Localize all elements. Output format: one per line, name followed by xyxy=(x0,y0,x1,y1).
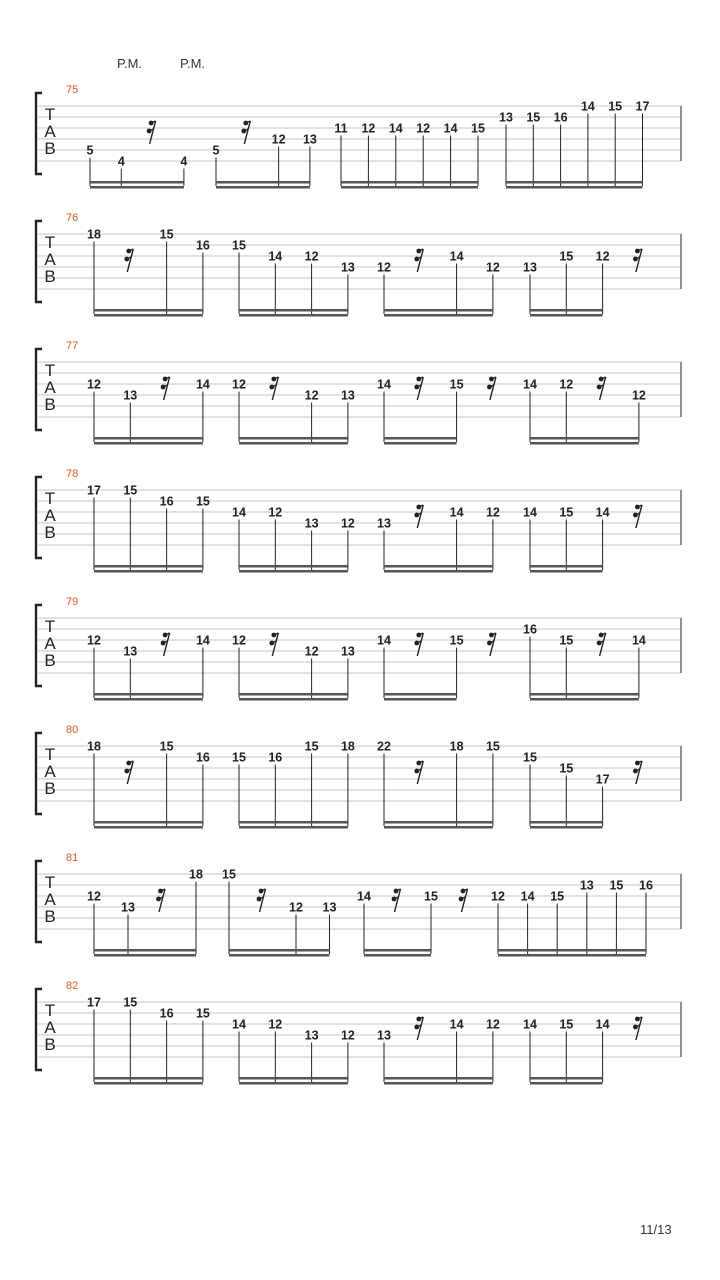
fret-number: 14 xyxy=(631,633,646,648)
fret-number: 16 xyxy=(195,750,210,765)
beam xyxy=(94,437,203,440)
tab-clef-letter: B xyxy=(44,1035,56,1054)
fret-number: 14 xyxy=(449,505,464,520)
fret-number: 14 xyxy=(195,633,210,648)
fret-number: 15 xyxy=(559,633,574,648)
beam xyxy=(239,1082,348,1085)
fret-number: 12 xyxy=(361,121,376,136)
tab-clef-letter: T xyxy=(44,873,56,892)
fret-number: 16 xyxy=(195,238,210,253)
fret-number: 4 xyxy=(117,154,125,169)
fret-number: 13 xyxy=(579,878,594,893)
fret-number: 15 xyxy=(559,1017,574,1032)
fret-number: 12 xyxy=(491,889,505,904)
beam xyxy=(239,570,348,573)
fret-number: 14 xyxy=(595,505,610,520)
fret-number: 5 xyxy=(212,143,220,158)
fret-number: 15 xyxy=(232,238,246,253)
beam xyxy=(530,698,639,701)
fret-number: 16 xyxy=(639,878,653,893)
system-bracket xyxy=(36,93,42,174)
fret-number: 14 xyxy=(232,1017,246,1032)
beam xyxy=(239,437,348,440)
fret-number: 12 xyxy=(87,889,101,904)
beam xyxy=(216,186,310,189)
palm-mute-marker-2: P.M. xyxy=(180,56,206,71)
fret-number: 12 xyxy=(340,1028,355,1043)
fret-number: 17 xyxy=(87,483,101,498)
tab-clef-letter: B xyxy=(44,523,56,542)
fret-number: 15 xyxy=(523,750,537,765)
tab-clef-letter: B xyxy=(44,779,56,798)
fret-number: 14 xyxy=(523,377,537,392)
fret-number: 22 xyxy=(377,739,391,754)
fret-number: 13 xyxy=(523,260,537,275)
tab-clef-letter: A xyxy=(44,378,56,397)
beam xyxy=(94,1082,203,1085)
fret-number: 16 xyxy=(553,110,568,125)
fret-number: 15 xyxy=(608,99,623,114)
beam xyxy=(341,186,478,189)
measure-number: 76 xyxy=(66,212,79,224)
beam xyxy=(94,949,196,952)
beam xyxy=(94,693,203,696)
beam xyxy=(530,826,603,829)
beam xyxy=(384,1082,493,1085)
beam xyxy=(239,698,348,701)
beam xyxy=(94,570,203,573)
fret-number: 15 xyxy=(195,494,210,509)
beam xyxy=(229,954,330,957)
beam xyxy=(530,821,603,824)
fret-number: 15 xyxy=(123,995,138,1010)
system-bracket xyxy=(36,861,42,942)
fret-number: 18 xyxy=(340,739,355,754)
beam xyxy=(239,565,348,568)
fret-number: 18 xyxy=(449,739,464,754)
beam xyxy=(94,442,203,445)
fret-number: 12 xyxy=(485,505,500,520)
measure-number: 79 xyxy=(66,596,79,608)
beam xyxy=(94,698,203,701)
measure-number: 78 xyxy=(66,468,79,480)
beam xyxy=(94,309,203,312)
fret-number: 16 xyxy=(159,494,174,509)
beam xyxy=(90,181,184,184)
tab-clef-letter: T xyxy=(44,489,56,508)
fret-number: 15 xyxy=(123,483,138,498)
measure-number: 75 xyxy=(66,84,79,96)
fret-number: 14 xyxy=(523,1017,537,1032)
system-bracket xyxy=(36,605,42,686)
beam xyxy=(530,693,639,696)
fret-number: 12 xyxy=(232,633,246,648)
beam xyxy=(239,309,348,312)
beam xyxy=(384,565,493,568)
beam xyxy=(239,826,348,829)
fret-number: 14 xyxy=(449,1017,464,1032)
tab-clef-letter: B xyxy=(44,267,56,286)
beam xyxy=(384,442,457,445)
beam xyxy=(239,442,348,445)
fret-number: 12 xyxy=(595,249,610,264)
beam xyxy=(530,1077,603,1080)
tab-clef-letter: A xyxy=(44,890,56,909)
fret-number: 14 xyxy=(523,505,537,520)
beam xyxy=(498,949,646,952)
beam xyxy=(384,821,493,824)
beam xyxy=(239,1077,348,1080)
tab-clef-letter: A xyxy=(44,506,56,525)
beam xyxy=(530,314,603,317)
fret-number: 15 xyxy=(559,761,574,776)
fret-number: 18 xyxy=(87,739,101,754)
tab-clef-letter: B xyxy=(44,907,56,926)
tab-clef-letter: A xyxy=(44,762,56,781)
fret-number: 12 xyxy=(87,377,101,392)
fret-number: 14 xyxy=(377,377,391,392)
beam xyxy=(94,826,203,829)
fret-number: 13 xyxy=(499,110,513,125)
fret-number: 18 xyxy=(87,227,101,242)
beam xyxy=(364,954,431,957)
beam xyxy=(94,821,203,824)
beam xyxy=(530,442,639,445)
beam xyxy=(384,698,457,701)
fret-number: 15 xyxy=(471,121,485,136)
system-bracket xyxy=(36,989,42,1070)
fret-number: 14 xyxy=(268,249,283,264)
tab-clef-letter: A xyxy=(44,122,56,141)
fret-number: 15 xyxy=(159,227,174,242)
system-bracket xyxy=(36,349,42,430)
beam xyxy=(530,1082,603,1085)
fret-number: 15 xyxy=(232,750,246,765)
beam xyxy=(94,1077,203,1080)
fret-number: 13 xyxy=(340,260,355,275)
fret-number: 13 xyxy=(340,644,355,659)
fret-number: 12 xyxy=(631,388,646,403)
beam xyxy=(239,821,348,824)
palm-mute-marker-1: P.M. xyxy=(117,56,143,71)
system-bracket xyxy=(36,477,42,558)
fret-number: 15 xyxy=(222,867,236,882)
fret-number: 5 xyxy=(86,143,94,158)
tab-clef-letter: T xyxy=(44,745,56,764)
fret-number: 13 xyxy=(302,132,317,147)
fret-number: 15 xyxy=(304,739,319,754)
fret-number: 12 xyxy=(289,900,303,915)
fret-number: 14 xyxy=(357,889,371,904)
tab-clef-letter: T xyxy=(44,361,56,380)
beam xyxy=(384,309,493,312)
fret-number: 12 xyxy=(271,132,286,147)
fret-number: 16 xyxy=(523,622,537,637)
measure-number: 80 xyxy=(66,724,79,736)
fret-number: 13 xyxy=(322,900,337,915)
system-bracket xyxy=(36,221,42,302)
tab-clef-letter: B xyxy=(44,139,56,158)
fret-number: 13 xyxy=(304,1028,319,1043)
measure-number: 81 xyxy=(66,852,79,864)
fret-number: 17 xyxy=(595,772,610,787)
fret-number: 14 xyxy=(580,99,595,114)
fret-number: 14 xyxy=(195,377,210,392)
fret-number: 12 xyxy=(304,388,319,403)
tab-clef-letter: A xyxy=(44,1018,56,1037)
tab-clef-letter: T xyxy=(44,233,56,252)
beam xyxy=(94,954,196,957)
fret-number: 15 xyxy=(550,889,565,904)
beam xyxy=(384,826,493,829)
fret-number: 12 xyxy=(485,260,500,275)
fret-number: 14 xyxy=(449,249,464,264)
beam xyxy=(229,949,330,952)
beam xyxy=(498,954,646,957)
fret-number: 12 xyxy=(559,377,574,392)
tab-clef-letter: A xyxy=(44,250,56,269)
beam xyxy=(506,181,643,184)
fret-number: 13 xyxy=(377,1028,391,1043)
fret-number: 15 xyxy=(424,889,438,904)
fret-number: 12 xyxy=(304,644,319,659)
beam xyxy=(239,693,348,696)
system-bracket xyxy=(36,733,42,814)
tab-clef-letter: T xyxy=(44,1001,56,1020)
fret-number: 17 xyxy=(635,99,650,114)
beam xyxy=(384,693,457,696)
fret-number: 12 xyxy=(87,633,101,648)
beam xyxy=(216,181,310,184)
fret-number: 15 xyxy=(526,110,541,125)
fret-number: 12 xyxy=(304,249,319,264)
beam xyxy=(530,309,603,312)
fret-number: 14 xyxy=(232,505,246,520)
fret-number: 12 xyxy=(340,516,355,531)
beam xyxy=(530,565,603,568)
page-indicator: 11/13 xyxy=(640,1222,672,1237)
measure-number: 77 xyxy=(66,340,79,352)
beam xyxy=(384,570,493,573)
fret-number: 16 xyxy=(159,1006,174,1021)
beam xyxy=(530,437,639,440)
fret-number: 11 xyxy=(334,121,348,136)
beam xyxy=(94,314,203,317)
fret-number: 15 xyxy=(449,377,464,392)
beam xyxy=(239,314,348,317)
fret-number: 15 xyxy=(195,1006,210,1021)
fret-number: 14 xyxy=(443,121,458,136)
fret-number: 12 xyxy=(485,1017,500,1032)
fret-number: 13 xyxy=(377,516,391,531)
fret-number: 12 xyxy=(377,260,391,275)
fret-number: 14 xyxy=(388,121,403,136)
beam xyxy=(364,949,431,952)
tab-clef-letter: B xyxy=(44,395,56,414)
beam xyxy=(384,437,457,440)
fret-number: 13 xyxy=(121,900,135,915)
fret-number: 15 xyxy=(559,249,574,264)
beam xyxy=(384,1077,493,1080)
tab-clef-letter: T xyxy=(44,617,56,636)
fret-number: 18 xyxy=(189,867,203,882)
fret-number: 15 xyxy=(485,739,500,754)
fret-number: 12 xyxy=(232,377,246,392)
fret-number: 13 xyxy=(304,516,319,531)
beam xyxy=(384,314,493,317)
fret-number: 15 xyxy=(609,878,624,893)
beam xyxy=(90,186,184,189)
beam xyxy=(506,186,643,189)
fret-number: 13 xyxy=(123,644,138,659)
beam xyxy=(94,565,203,568)
beam xyxy=(341,181,478,184)
fret-number: 4 xyxy=(180,154,188,169)
fret-number: 12 xyxy=(416,121,431,136)
beam xyxy=(530,570,603,573)
fret-number: 13 xyxy=(123,388,138,403)
tab-clef-letter: B xyxy=(44,651,56,670)
fret-number: 13 xyxy=(340,388,355,403)
fret-number: 12 xyxy=(268,505,283,520)
fret-number: 14 xyxy=(520,889,535,904)
fret-number: 15 xyxy=(559,505,574,520)
fret-number: 15 xyxy=(159,739,174,754)
fret-number: 12 xyxy=(268,1017,283,1032)
fret-number: 17 xyxy=(87,995,101,1010)
fret-number: 16 xyxy=(268,750,283,765)
tab-clef-letter: T xyxy=(44,105,56,124)
fret-number: 14 xyxy=(595,1017,610,1032)
fret-number: 15 xyxy=(449,633,464,648)
measure-number: 82 xyxy=(66,980,79,992)
tab-clef-letter: A xyxy=(44,634,56,653)
fret-number: 14 xyxy=(377,633,391,648)
